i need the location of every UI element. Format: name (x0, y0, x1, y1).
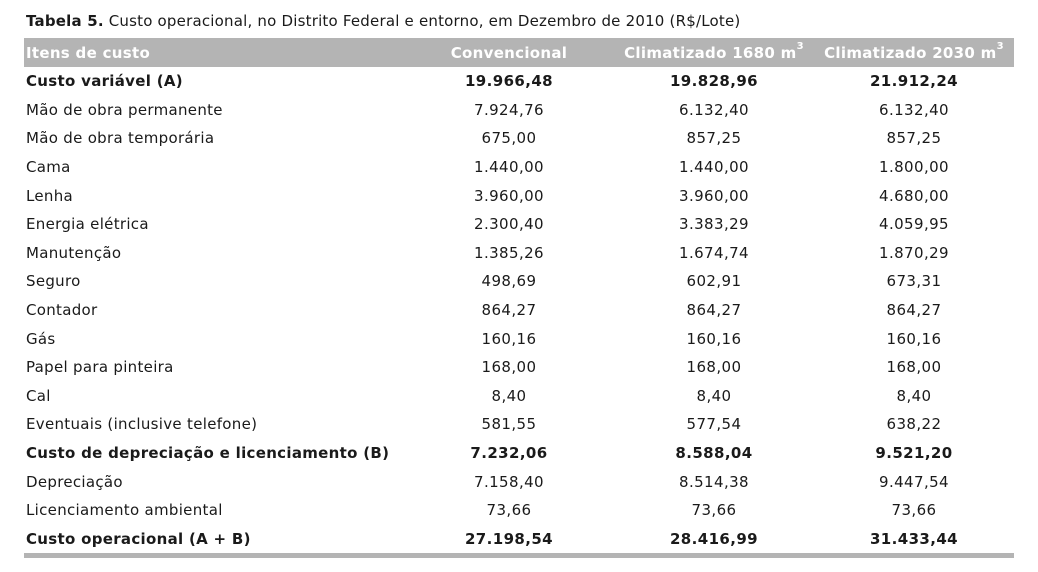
cell-value: 7.924,76 (474, 100, 544, 119)
cell-value: 1.800,00 (879, 158, 949, 177)
cost-table (24, 38, 1014, 553)
row-label: Lenha (26, 186, 74, 205)
cell-value: 160,16 (481, 329, 537, 348)
column-header (24, 38, 404, 67)
column-header-label: Climatizado 1680 m (624, 43, 797, 62)
table-row (24, 96, 1014, 125)
row-label: Mão de obra temporária (26, 129, 215, 148)
row-label: Cama (26, 158, 71, 177)
cell-value: 160,16 (686, 329, 742, 348)
caption-label: Tabela 5. (26, 12, 104, 30)
cell-value: 4.059,95 (879, 215, 949, 234)
cell-value: 3.960,00 (679, 186, 749, 205)
table-row (24, 153, 1014, 182)
column-header-label: Itens de custo (26, 43, 151, 62)
table-row (24, 267, 1014, 296)
table-row (24, 210, 1014, 239)
row-label: Depreciação (26, 472, 123, 491)
row-label: Custo operacional (A + B) (26, 529, 251, 548)
cell-value: 7.158,40 (474, 472, 544, 491)
cell-value: 857,25 (686, 129, 742, 148)
table-row-subtotal (24, 67, 1014, 96)
table-header (24, 38, 1014, 67)
cell-value: 581,55 (481, 415, 537, 434)
column-header (614, 38, 814, 67)
caption-text: Custo operacional, no Distrito Federal e entorno, em Dezembro de 2010 (R$/Lote) (103, 12, 741, 30)
cell-value: 73,66 (691, 501, 737, 520)
cell-value: 638,22 (886, 415, 942, 434)
cell-value: 577,54 (686, 415, 742, 434)
table-body (24, 67, 1014, 553)
cell-value: 3.960,00 (474, 186, 544, 205)
cell-value: 864,27 (481, 301, 537, 320)
column-header (404, 38, 614, 67)
table-row (24, 353, 1014, 382)
table-row (24, 467, 1014, 496)
cell-value: 31.433,44 (869, 529, 959, 548)
column-header-label: Convencional (450, 43, 568, 62)
cell-value: 9.521,20 (875, 444, 953, 463)
cell-value: 19.966,48 (464, 72, 554, 91)
cell-value: 3.383,29 (679, 215, 749, 234)
cell-value: 602,91 (686, 272, 742, 291)
cell-value: 73,66 (891, 501, 937, 520)
table-bottom-rule (24, 553, 1014, 558)
table-row (24, 181, 1014, 210)
cell-value: 6.132,40 (679, 100, 749, 119)
header-row (24, 38, 1014, 67)
cell-value: 4.680,00 (879, 186, 949, 205)
row-label: Custo de depreciação e licenciamento (B) (26, 444, 390, 463)
table-caption (26, 12, 740, 30)
table-row (24, 410, 1014, 439)
row-label: Contador (26, 301, 98, 320)
cell-value: 498,69 (481, 272, 537, 291)
cell-value: 673,31 (886, 272, 942, 291)
cell-value: 1.870,29 (879, 243, 949, 262)
row-label: Mão de obra permanente (26, 100, 223, 119)
row-label: Papel para pinteira (26, 358, 174, 377)
table-row (24, 296, 1014, 325)
row-label: Custo variável (A) (26, 72, 183, 91)
cell-value: 2.300,40 (474, 215, 544, 234)
cell-value: 864,27 (886, 301, 942, 320)
table-row-subtotal (24, 439, 1014, 468)
row-label: Energia elétrica (26, 215, 149, 234)
cell-value: 857,25 (886, 129, 942, 148)
cell-value: 8,40 (896, 386, 932, 405)
cell-value: 21.912,24 (869, 72, 959, 91)
cell-value: 8,40 (491, 386, 527, 405)
cell-value: 168,00 (886, 358, 942, 377)
table-row (24, 496, 1014, 525)
row-label: Licenciamento ambiental (26, 501, 223, 520)
unit-superscript: 3 (796, 40, 804, 52)
unit-superscript: 3 (996, 40, 1004, 52)
row-label: Gás (26, 329, 56, 348)
cell-value: 1.440,00 (679, 158, 749, 177)
cell-value: 168,00 (686, 358, 742, 377)
cell-value: 28.416,99 (669, 529, 759, 548)
cell-value: 73,66 (486, 501, 532, 520)
cell-value: 1.674,74 (679, 243, 749, 262)
row-label: Manutenção (26, 243, 122, 262)
row-label: Cal (26, 386, 51, 405)
cell-value: 1.385,26 (474, 243, 544, 262)
cell-value: 19.828,96 (669, 72, 759, 91)
cell-value: 168,00 (481, 358, 537, 377)
table-row (24, 324, 1014, 353)
cell-value: 864,27 (686, 301, 742, 320)
cell-value: 675,00 (481, 129, 537, 148)
cell-value: 160,16 (886, 329, 942, 348)
row-label: Seguro (26, 272, 81, 291)
cell-value: 27.198,54 (464, 529, 554, 548)
row-label: Eventuais (inclusive telefone) (26, 415, 258, 434)
cell-value: 6.132,40 (879, 100, 949, 119)
cell-value: 8.588,04 (675, 444, 753, 463)
table-row (24, 382, 1014, 411)
cell-value: 9.447,54 (879, 472, 949, 491)
column-header (814, 38, 1014, 67)
table-row (24, 239, 1014, 268)
column-header-label: Climatizado 2030 m (824, 43, 997, 62)
cell-value: 1.440,00 (474, 158, 544, 177)
table-row (24, 124, 1014, 153)
table-row-subtotal (24, 525, 1014, 554)
cell-value: 8,40 (696, 386, 732, 405)
cell-value: 7.232,06 (470, 444, 548, 463)
cell-value: 8.514,38 (679, 472, 749, 491)
